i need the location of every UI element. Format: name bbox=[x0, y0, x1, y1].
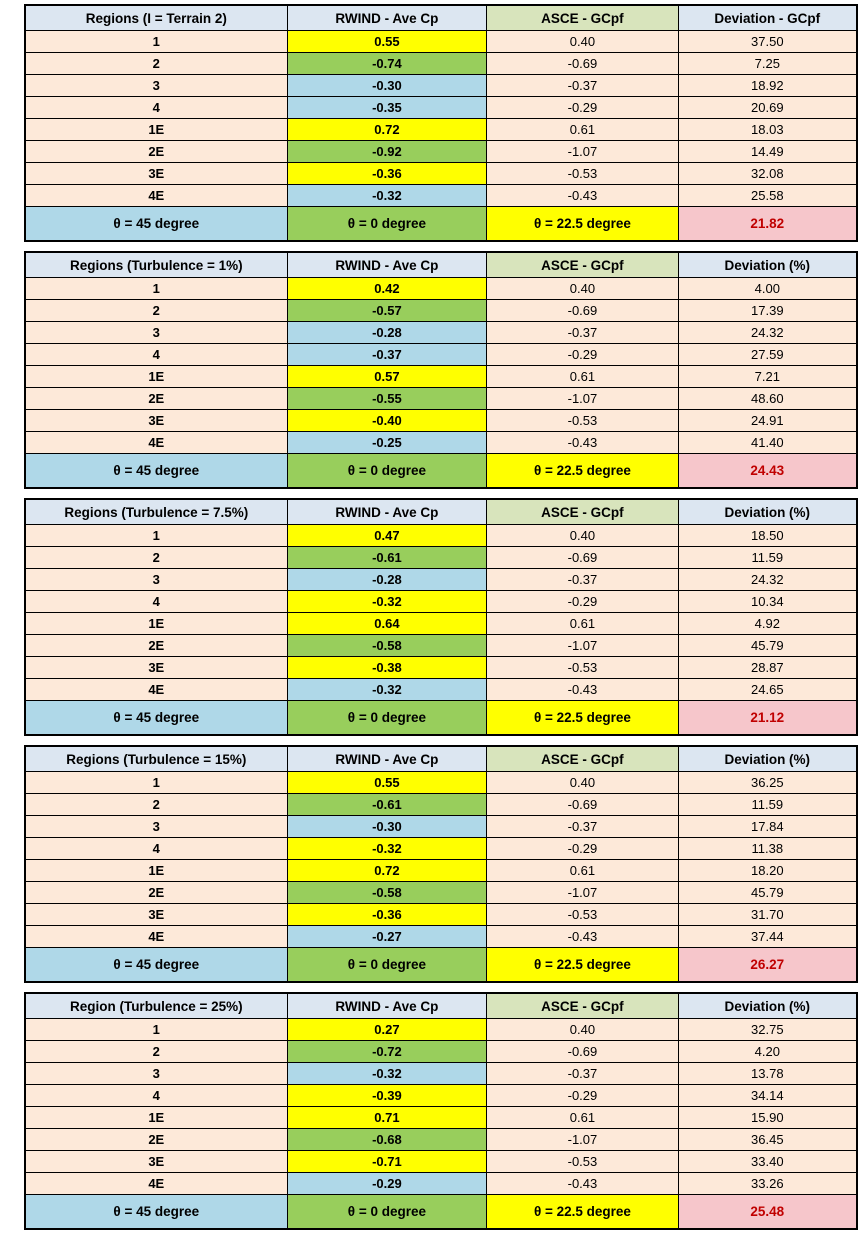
rwind-cp-cell: 0.55 bbox=[287, 31, 487, 53]
asce-gcpf-cell: -1.07 bbox=[487, 882, 678, 904]
region-cell: 3E bbox=[25, 904, 287, 926]
region-cell: 4 bbox=[25, 1085, 287, 1107]
table-row bbox=[25, 904, 857, 926]
theta-45-cell: θ = 45 degree bbox=[25, 207, 287, 242]
table-row bbox=[25, 1151, 857, 1173]
table-row bbox=[25, 119, 857, 141]
asce-gcpf-cell: -0.29 bbox=[487, 591, 678, 613]
deviation-cell: 18.50 bbox=[678, 525, 857, 547]
deviation-cell: 48.60 bbox=[678, 388, 857, 410]
rwind-cp-cell: -0.32 bbox=[287, 591, 487, 613]
asce-gcpf-cell: -0.37 bbox=[487, 322, 678, 344]
deviation-cell: 10.34 bbox=[678, 591, 857, 613]
rwind-cp-cell: -0.58 bbox=[287, 882, 487, 904]
table-row bbox=[25, 794, 857, 816]
theta-0-cell: θ = 0 degree bbox=[287, 948, 487, 983]
asce-gcpf-cell: -0.69 bbox=[487, 1041, 678, 1063]
header-row bbox=[25, 746, 857, 772]
asce-column-header: ASCE - GCpf bbox=[487, 252, 678, 278]
rwind-cp-cell: -0.28 bbox=[287, 322, 487, 344]
region-cell: 4E bbox=[25, 432, 287, 454]
rwind-cp-cell: 0.55 bbox=[287, 772, 487, 794]
rwind-cp-cell: -0.36 bbox=[287, 904, 487, 926]
table-row bbox=[25, 926, 857, 948]
table-row bbox=[25, 185, 857, 207]
rwind-cp-cell: -0.61 bbox=[287, 547, 487, 569]
rwind-cp-cell: -0.74 bbox=[287, 53, 487, 75]
deviation-cell: 7.21 bbox=[678, 366, 857, 388]
asce-gcpf-cell: -1.07 bbox=[487, 141, 678, 163]
region-cell: 3 bbox=[25, 816, 287, 838]
table-row bbox=[25, 816, 857, 838]
rwind-column-header: RWIND - Ave Cp bbox=[287, 746, 487, 772]
region-cell: 2E bbox=[25, 882, 287, 904]
rwind-cp-cell: -0.55 bbox=[287, 388, 487, 410]
deviation-cell: 4.20 bbox=[678, 1041, 857, 1063]
table-row bbox=[25, 772, 857, 794]
deviation-cell: 41.40 bbox=[678, 432, 857, 454]
deviation-cell: 27.59 bbox=[678, 344, 857, 366]
deviation-cell: 45.79 bbox=[678, 882, 857, 904]
asce-gcpf-cell: -0.53 bbox=[487, 1151, 678, 1173]
region-cell: 1 bbox=[25, 772, 287, 794]
table-row bbox=[25, 679, 857, 701]
rwind-cp-cell: -0.29 bbox=[287, 1173, 487, 1195]
comparison-table-2 bbox=[24, 251, 858, 489]
table-row bbox=[25, 547, 857, 569]
rwind-cp-cell: -0.32 bbox=[287, 1063, 487, 1085]
deviation-average-cell: 21.12 bbox=[678, 701, 857, 736]
region-cell: 4E bbox=[25, 1173, 287, 1195]
rwind-column-header: RWIND - Ave Cp bbox=[287, 993, 487, 1019]
asce-gcpf-cell: 0.40 bbox=[487, 31, 678, 53]
footer-row bbox=[25, 207, 857, 242]
deviation-cell: 17.39 bbox=[678, 300, 857, 322]
table-row bbox=[25, 366, 857, 388]
theta-22-5-cell: θ = 22.5 degree bbox=[487, 1195, 678, 1230]
table-row bbox=[25, 410, 857, 432]
regions-column-header: Regions (Turbulence = 1%) bbox=[25, 252, 287, 278]
table-row bbox=[25, 1041, 857, 1063]
deviation-cell: 18.03 bbox=[678, 119, 857, 141]
asce-gcpf-cell: -0.43 bbox=[487, 185, 678, 207]
region-cell: 2 bbox=[25, 300, 287, 322]
rwind-cp-cell: -0.71 bbox=[287, 1151, 487, 1173]
region-cell: 2E bbox=[25, 1129, 287, 1151]
table-row bbox=[25, 322, 857, 344]
theta-0-cell: θ = 0 degree bbox=[287, 207, 487, 242]
deviation-average-cell: 25.48 bbox=[678, 1195, 857, 1230]
asce-gcpf-cell: -0.53 bbox=[487, 657, 678, 679]
asce-gcpf-cell: -0.53 bbox=[487, 410, 678, 432]
table-row bbox=[25, 432, 857, 454]
region-cell: 3E bbox=[25, 1151, 287, 1173]
deviation-cell: 32.75 bbox=[678, 1019, 857, 1041]
table-row bbox=[25, 1129, 857, 1151]
theta-22-5-cell: θ = 22.5 degree bbox=[487, 701, 678, 736]
asce-gcpf-cell: -0.29 bbox=[487, 97, 678, 119]
rwind-cp-cell: -0.40 bbox=[287, 410, 487, 432]
deviation-cell: 20.69 bbox=[678, 97, 857, 119]
region-cell: 1 bbox=[25, 278, 287, 300]
asce-column-header: ASCE - GCpf bbox=[487, 5, 678, 31]
comparison-table-4 bbox=[24, 745, 858, 983]
deviation-cell: 34.14 bbox=[678, 1085, 857, 1107]
table-row bbox=[25, 1107, 857, 1129]
region-cell: 2 bbox=[25, 794, 287, 816]
region-cell: 3 bbox=[25, 322, 287, 344]
footer-row bbox=[25, 1195, 857, 1230]
deviation-average-cell: 24.43 bbox=[678, 454, 857, 489]
deviation-cell: 36.25 bbox=[678, 772, 857, 794]
table-row bbox=[25, 97, 857, 119]
asce-gcpf-cell: -1.07 bbox=[487, 1129, 678, 1151]
asce-gcpf-cell: 0.40 bbox=[487, 278, 678, 300]
deviation-column-header: Deviation (%) bbox=[678, 993, 857, 1019]
asce-gcpf-cell: -0.43 bbox=[487, 679, 678, 701]
theta-45-cell: θ = 45 degree bbox=[25, 1195, 287, 1230]
deviation-cell: 7.25 bbox=[678, 53, 857, 75]
asce-gcpf-cell: -0.43 bbox=[487, 1173, 678, 1195]
asce-gcpf-cell: -0.29 bbox=[487, 344, 678, 366]
region-cell: 1E bbox=[25, 366, 287, 388]
asce-gcpf-cell: -0.37 bbox=[487, 569, 678, 591]
region-cell: 2 bbox=[25, 53, 287, 75]
rwind-cp-cell: -0.57 bbox=[287, 300, 487, 322]
deviation-cell: 4.00 bbox=[678, 278, 857, 300]
region-cell: 3E bbox=[25, 410, 287, 432]
deviation-average-cell: 21.82 bbox=[678, 207, 857, 242]
deviation-cell: 45.79 bbox=[678, 635, 857, 657]
rwind-column-header: RWIND - Ave Cp bbox=[287, 252, 487, 278]
deviation-cell: 14.49 bbox=[678, 141, 857, 163]
region-cell: 3E bbox=[25, 657, 287, 679]
comparison-table-3 bbox=[24, 498, 858, 736]
deviation-cell: 31.70 bbox=[678, 904, 857, 926]
deviation-cell: 37.44 bbox=[678, 926, 857, 948]
asce-column-header: ASCE - GCpf bbox=[487, 993, 678, 1019]
theta-22-5-cell: θ = 22.5 degree bbox=[487, 454, 678, 489]
table-row bbox=[25, 882, 857, 904]
table-row bbox=[25, 1085, 857, 1107]
deviation-cell: 11.59 bbox=[678, 547, 857, 569]
header-row bbox=[25, 252, 857, 278]
rwind-cp-cell: -0.61 bbox=[287, 794, 487, 816]
table-row bbox=[25, 344, 857, 366]
asce-gcpf-cell: -0.37 bbox=[487, 1063, 678, 1085]
theta-45-cell: θ = 45 degree bbox=[25, 454, 287, 489]
table-row bbox=[25, 300, 857, 322]
asce-gcpf-cell: -0.69 bbox=[487, 300, 678, 322]
rwind-cp-cell: -0.92 bbox=[287, 141, 487, 163]
deviation-cell: 33.26 bbox=[678, 1173, 857, 1195]
deviation-column-header: Deviation (%) bbox=[678, 746, 857, 772]
region-cell: 1E bbox=[25, 860, 287, 882]
asce-gcpf-cell: -0.53 bbox=[487, 163, 678, 185]
asce-gcpf-cell: -0.69 bbox=[487, 547, 678, 569]
asce-gcpf-cell: 0.40 bbox=[487, 525, 678, 547]
region-cell: 1 bbox=[25, 525, 287, 547]
asce-gcpf-cell: -0.37 bbox=[487, 816, 678, 838]
rwind-cp-cell: -0.25 bbox=[287, 432, 487, 454]
deviation-cell: 24.91 bbox=[678, 410, 857, 432]
regions-column-header: Regions (Turbulence = 15%) bbox=[25, 746, 287, 772]
deviation-cell: 17.84 bbox=[678, 816, 857, 838]
asce-gcpf-cell: 0.40 bbox=[487, 1019, 678, 1041]
rwind-cp-cell: 0.47 bbox=[287, 525, 487, 547]
theta-0-cell: θ = 0 degree bbox=[287, 1195, 487, 1230]
regions-column-header: Region (Turbulence = 25%) bbox=[25, 993, 287, 1019]
deviation-cell: 36.45 bbox=[678, 1129, 857, 1151]
rwind-cp-cell: 0.64 bbox=[287, 613, 487, 635]
asce-gcpf-cell: 0.61 bbox=[487, 1107, 678, 1129]
table-row bbox=[25, 1173, 857, 1195]
rwind-cp-cell: 0.71 bbox=[287, 1107, 487, 1129]
asce-gcpf-cell: -1.07 bbox=[487, 388, 678, 410]
comparison-table-5 bbox=[24, 992, 858, 1230]
asce-gcpf-cell: -1.07 bbox=[487, 635, 678, 657]
deviation-column-header: Deviation (%) bbox=[678, 499, 857, 525]
regions-column-header: Regions (Turbulence = 7.5%) bbox=[25, 499, 287, 525]
deviation-cell: 11.59 bbox=[678, 794, 857, 816]
region-cell: 4 bbox=[25, 97, 287, 119]
rwind-cp-cell: -0.58 bbox=[287, 635, 487, 657]
table-row bbox=[25, 635, 857, 657]
region-cell: 4 bbox=[25, 344, 287, 366]
rwind-cp-cell: -0.39 bbox=[287, 1085, 487, 1107]
table-row bbox=[25, 141, 857, 163]
rwind-cp-cell: -0.32 bbox=[287, 679, 487, 701]
asce-column-header: ASCE - GCpf bbox=[487, 746, 678, 772]
region-cell: 4E bbox=[25, 185, 287, 207]
asce-gcpf-cell: 0.40 bbox=[487, 772, 678, 794]
table-row bbox=[25, 163, 857, 185]
deviation-column-header: Deviation - GCpf bbox=[678, 5, 857, 31]
table-row bbox=[25, 525, 857, 547]
region-cell: 4E bbox=[25, 926, 287, 948]
rwind-cp-cell: 0.57 bbox=[287, 366, 487, 388]
region-cell: 3 bbox=[25, 75, 287, 97]
asce-gcpf-cell: -0.29 bbox=[487, 1085, 678, 1107]
deviation-cell: 24.32 bbox=[678, 569, 857, 591]
region-cell: 3E bbox=[25, 163, 287, 185]
deviation-average-cell: 26.27 bbox=[678, 948, 857, 983]
rwind-column-header: RWIND - Ave Cp bbox=[287, 5, 487, 31]
rwind-cp-cell: -0.27 bbox=[287, 926, 487, 948]
rwind-cp-cell: 0.72 bbox=[287, 119, 487, 141]
regions-column-header: Regions (I = Terrain 2) bbox=[25, 5, 287, 31]
region-cell: 2 bbox=[25, 1041, 287, 1063]
table-row bbox=[25, 1063, 857, 1085]
header-row bbox=[25, 993, 857, 1019]
deviation-cell: 28.87 bbox=[678, 657, 857, 679]
theta-45-cell: θ = 45 degree bbox=[25, 701, 287, 736]
table-row bbox=[25, 838, 857, 860]
table-row bbox=[25, 569, 857, 591]
deviation-cell: 24.65 bbox=[678, 679, 857, 701]
header-row bbox=[25, 5, 857, 31]
table-row bbox=[25, 75, 857, 97]
rwind-cp-cell: 0.42 bbox=[287, 278, 487, 300]
rwind-cp-cell: -0.32 bbox=[287, 185, 487, 207]
asce-gcpf-cell: -0.69 bbox=[487, 794, 678, 816]
deviation-cell: 18.92 bbox=[678, 75, 857, 97]
comparison-table-1 bbox=[24, 4, 858, 242]
region-cell: 3 bbox=[25, 569, 287, 591]
deviation-cell: 32.08 bbox=[678, 163, 857, 185]
rwind-cp-cell: -0.36 bbox=[287, 163, 487, 185]
deviation-cell: 15.90 bbox=[678, 1107, 857, 1129]
asce-gcpf-cell: -0.43 bbox=[487, 926, 678, 948]
region-cell: 1 bbox=[25, 1019, 287, 1041]
region-cell: 2 bbox=[25, 547, 287, 569]
region-cell: 1E bbox=[25, 1107, 287, 1129]
theta-22-5-cell: θ = 22.5 degree bbox=[487, 207, 678, 242]
table-row bbox=[25, 31, 857, 53]
region-cell: 2E bbox=[25, 388, 287, 410]
asce-gcpf-cell: -0.43 bbox=[487, 432, 678, 454]
deviation-cell: 25.58 bbox=[678, 185, 857, 207]
deviation-column-header: Deviation (%) bbox=[678, 252, 857, 278]
theta-45-cell: θ = 45 degree bbox=[25, 948, 287, 983]
footer-row bbox=[25, 454, 857, 489]
table-row bbox=[25, 388, 857, 410]
region-cell: 1E bbox=[25, 119, 287, 141]
rwind-cp-cell: -0.72 bbox=[287, 1041, 487, 1063]
table-row bbox=[25, 53, 857, 75]
rwind-column-header: RWIND - Ave Cp bbox=[287, 499, 487, 525]
theta-0-cell: θ = 0 degree bbox=[287, 454, 487, 489]
region-cell: 1 bbox=[25, 31, 287, 53]
rwind-cp-cell: -0.28 bbox=[287, 569, 487, 591]
rwind-cp-cell: -0.37 bbox=[287, 344, 487, 366]
asce-gcpf-cell: 0.61 bbox=[487, 119, 678, 141]
asce-gcpf-cell: -0.69 bbox=[487, 53, 678, 75]
rwind-cp-cell: -0.35 bbox=[287, 97, 487, 119]
rwind-cp-cell: -0.32 bbox=[287, 838, 487, 860]
table-row bbox=[25, 278, 857, 300]
deviation-cell: 33.40 bbox=[678, 1151, 857, 1173]
theta-0-cell: θ = 0 degree bbox=[287, 701, 487, 736]
region-cell: 1E bbox=[25, 613, 287, 635]
deviation-cell: 37.50 bbox=[678, 31, 857, 53]
table-row bbox=[25, 657, 857, 679]
table-row bbox=[25, 591, 857, 613]
rwind-cp-cell: -0.38 bbox=[287, 657, 487, 679]
asce-gcpf-cell: 0.61 bbox=[487, 366, 678, 388]
footer-row bbox=[25, 701, 857, 736]
asce-gcpf-cell: 0.61 bbox=[487, 860, 678, 882]
asce-gcpf-cell: 0.61 bbox=[487, 613, 678, 635]
table-row bbox=[25, 1019, 857, 1041]
rwind-cp-cell: -0.30 bbox=[287, 75, 487, 97]
rwind-cp-cell: -0.30 bbox=[287, 816, 487, 838]
rwind-cp-cell: 0.72 bbox=[287, 860, 487, 882]
asce-column-header: ASCE - GCpf bbox=[487, 499, 678, 525]
rwind-cp-cell: 0.27 bbox=[287, 1019, 487, 1041]
rwind-cp-cell: -0.68 bbox=[287, 1129, 487, 1151]
asce-gcpf-cell: -0.29 bbox=[487, 838, 678, 860]
deviation-cell: 4.92 bbox=[678, 613, 857, 635]
region-cell: 4 bbox=[25, 838, 287, 860]
table-row bbox=[25, 860, 857, 882]
deviation-cell: 13.78 bbox=[678, 1063, 857, 1085]
asce-gcpf-cell: -0.53 bbox=[487, 904, 678, 926]
region-cell: 4E bbox=[25, 679, 287, 701]
deviation-cell: 11.38 bbox=[678, 838, 857, 860]
asce-gcpf-cell: -0.37 bbox=[487, 75, 678, 97]
deviation-cell: 24.32 bbox=[678, 322, 857, 344]
deviation-cell: 18.20 bbox=[678, 860, 857, 882]
theta-22-5-cell: θ = 22.5 degree bbox=[487, 948, 678, 983]
region-cell: 2E bbox=[25, 635, 287, 657]
footer-row bbox=[25, 948, 857, 983]
region-cell: 3 bbox=[25, 1063, 287, 1085]
header-row bbox=[25, 499, 857, 525]
table-row bbox=[25, 613, 857, 635]
region-cell: 2E bbox=[25, 141, 287, 163]
region-cell: 4 bbox=[25, 591, 287, 613]
